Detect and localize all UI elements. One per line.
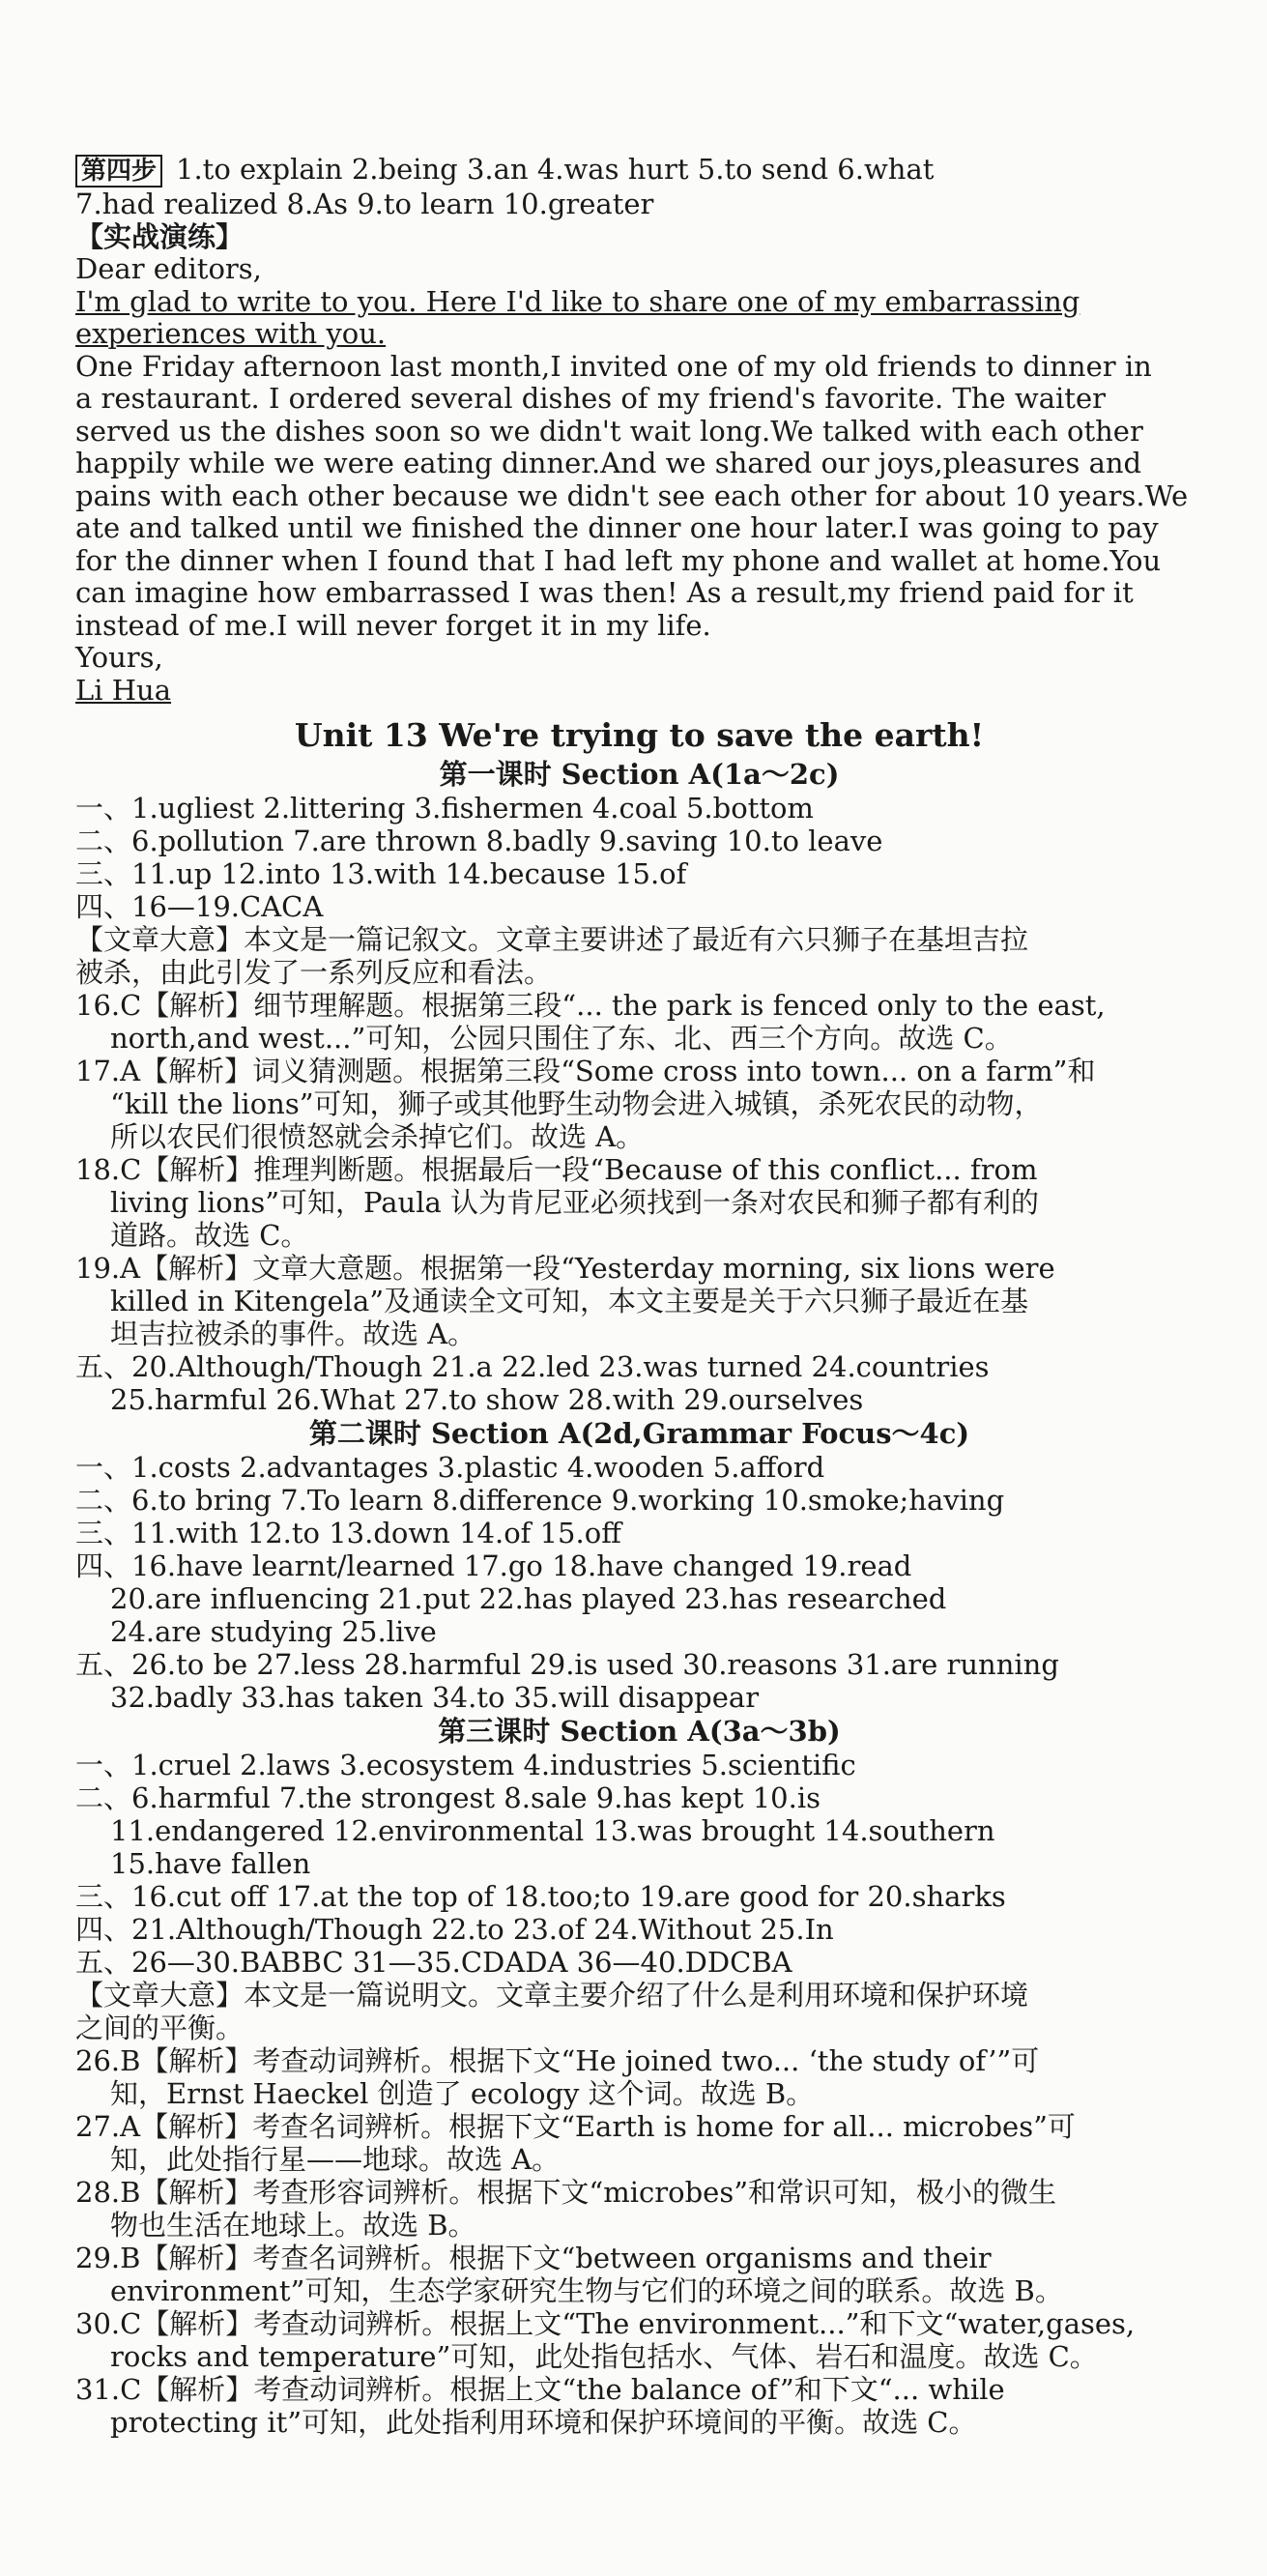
answer-line: 二、6.pollution 7.are thrown 8.badly 9.saving 10.to leave xyxy=(75,825,883,857)
answer-line: 五、26.to be 27.less 28.harmful 29.is used 30.reasons 31.are running xyxy=(75,1648,1059,1681)
summary-line: 被杀，由此引发了一系列反应和看法。 xyxy=(75,956,553,989)
explanation-line: living lions”可知，Paula 认为肯尼亚必须找到一条对农民和狮子都有利的 xyxy=(110,1186,1040,1219)
explanation-line: 知，此处指行星——地球。故选 A。 xyxy=(110,2143,561,2176)
opening-line-2-wrap xyxy=(75,318,1203,351)
summary-line: 之间的平衡。 xyxy=(75,2012,245,2044)
answer-line: 一、1.cruel 2.laws 3.ecosystem 4.industries 5.scientific xyxy=(75,1749,856,1781)
explanation-line: 27.A【解析】考查名词辨析。根据下文“Earth is home for all... microbes”可 xyxy=(75,2110,1076,2143)
explanation-line: 26.B【解析】考查动词辨析。根据下文“He joined two... ‘the study of’”可 xyxy=(75,2044,1040,2077)
signature-wrap xyxy=(75,675,1203,708)
opening-line-1: I'm glad to write to you. Here I'd like to share one of my embarrassing xyxy=(75,284,1080,318)
answer-line: 24.are studying 25.live xyxy=(110,1615,437,1648)
explanation-line: environment”可知，生态学家研究生物与它们的环境之间的联系。故选 B。 xyxy=(110,2274,1063,2307)
salutation: Dear editors, xyxy=(75,252,262,285)
closing: Yours, xyxy=(75,641,163,674)
explanation-line: 16.C【解析】细节理解题。根据第三段“... the park is fenced only to the east, xyxy=(75,989,1106,1022)
explanation-line: killed in Kitengela”及通读全文可知，本文主要是关于六只狮子最近在基 xyxy=(110,1285,1029,1317)
summary-line: 【文章大意】本文是一篇记叙文。文章主要讲述了最近有六只狮子在基坦吉拉 xyxy=(75,923,1029,956)
step4-line-2: 7.had realized 8.As 9.to learn 10.greater xyxy=(75,188,654,220)
answer-line: 20.are influencing 21.put 22.has played 23.has researched xyxy=(110,1582,947,1615)
answer-line: 三、16.cut off 17.at the top of 18.too;to 19.are good for 20.sharks xyxy=(75,1880,1006,1913)
answer-line: 四、16—19.CACA xyxy=(75,890,324,923)
answer-line: 二、6.harmful 7.the strongest 8.sale 9.has kept 10.is xyxy=(75,1781,821,1814)
explanation-line: 19.A【解析】文章大意题。根据第一段“Yesterday morning, six lions were xyxy=(75,1252,1055,1285)
essay-line: pains with each other because we didn't see each other for about 10 years.We xyxy=(75,478,1189,512)
step4-answers-1: 1.to explain 2.being 3.an 4.was hurt 5.to send 6.what xyxy=(176,153,935,186)
explanation-line: “kill the lions”可知，狮子或其他野生动物会进入城镇，杀死农民的动物， xyxy=(110,1087,1043,1120)
explanation-line: 道路。故选 C。 xyxy=(110,1219,309,1252)
lesson3-title: 第三课时 Section A(3a～3b) xyxy=(438,1715,841,1748)
essay-line: instead of me.I will never forget it in my life. xyxy=(75,608,711,642)
answer-line: 一、1.ugliest 2.littering 3.fishermen 4.coal 5.bottom xyxy=(75,792,814,825)
lesson2-title: 第二课时 Section A(2d,Grammar Focus～4c) xyxy=(308,1417,970,1450)
explanation-line: 18.C【解析】推理判断题。根据最后一段“Because of this conflict... from xyxy=(75,1153,1038,1186)
essay-line: One Friday afternoon last month,I invited one of my old friends to dinner in xyxy=(75,349,1152,383)
answer-line: 一、1.costs 2.advantages 3.plastic 4.wooden 5.afford xyxy=(75,1451,825,1484)
explanation-line: 31.C【解析】考查动词辨析。根据上文“the balance of”和下文“... while xyxy=(75,2373,1005,2406)
summary-line: 【文章大意】本文是一篇说明文。文章主要介绍了什么是利用环境和保护环境 xyxy=(75,1979,1029,2012)
explanation-line: north,and west...”可知，公园只围住了东、北、西三个方向。故选 C。 xyxy=(110,1022,1013,1055)
explanation-line: 28.B【解析】考查形容词辨析。根据下文“microbes”和常识可知，极小的微生 xyxy=(75,2176,1057,2209)
essay-line: for the dinner when I found that I had left my phone and wallet at home.You xyxy=(75,543,1162,577)
essay-line: served us the dishes soon so we didn't wait long.We talked with each other xyxy=(75,414,1143,448)
step4-line-1 xyxy=(75,153,1203,188)
essay-line: a restaurant. I ordered several dishes of my friend's favorite. The waiter xyxy=(75,382,1106,415)
explanation-line: 30.C【解析】考查动词辨析。根据上文“The environment...”和下文“water,gases, xyxy=(75,2307,1136,2340)
answer-line: 25.harmful 26.What 27.to show 28.with 29.ourselves xyxy=(110,1383,864,1416)
signature: Li Hua xyxy=(75,673,172,707)
answer-line: 三、11.up 12.into 13.with 14.because 15.of xyxy=(75,857,687,890)
answer-line: 二、6.to bring 7.To learn 8.difference 9.working 10.smoke;having xyxy=(75,1484,1005,1517)
essay-line: happily while we were eating dinner.And we shared our joys,pleasures and xyxy=(75,447,1142,479)
explanation-line: 知，Ernst Haeckel 创造了 ecology 这个词。故选 B。 xyxy=(110,2077,815,2110)
unit-title: Unit 13 We're trying to save the earth! xyxy=(294,716,985,754)
lesson1-title: 第一课时 Section A(1a～2c) xyxy=(439,758,840,791)
answer-line: 11.endangered 12.environmental 13.was brought 14.southern xyxy=(110,1814,995,1847)
essay-line: ate and talked until we finished the dinner one hour later.I was going to pay xyxy=(75,511,1159,544)
answer-line: 32.badly 33.has taken 34.to 35.will disappear xyxy=(110,1681,760,1714)
explanation-line: 17.A【解析】词义猜测题。根据第三段“Some cross into town... on a farm”和 xyxy=(75,1055,1096,1087)
answer-line: 四、16.have learnt/learned 17.go 18.have changed 19.read xyxy=(75,1549,912,1582)
answer-line: 五、20.Although/Though 21.a 22.led 23.was turned 24.countries xyxy=(75,1350,990,1383)
answer-line: 三、11.with 12.to 13.down 14.of 15.off xyxy=(75,1517,621,1549)
explanation-line: 29.B【解析】考查名词辨析。根据下文“between organisms and their xyxy=(75,2242,992,2274)
answer-line: 四、21.Although/Though 22.to 23.of 24.Without 25.In xyxy=(75,1913,834,1946)
answer-line: 五、26—30.BABBC 31—35.CDADA 36—40.DDCBA xyxy=(75,1946,792,1979)
essay-line: can imagine how embarrassed I was then! As a result,my friend paid for it xyxy=(75,576,1134,609)
opening-line-2: experiences with you. xyxy=(75,317,387,350)
explanation-line: 坦吉拉被杀的事件。故选 A。 xyxy=(110,1317,476,1350)
practice-heading: 【实战演练】 xyxy=(75,220,245,253)
answer-line: 15.have fallen xyxy=(110,1847,311,1880)
explanation-line: rocks and temperature”可知，此处指包括水、气体、岩石和温度。故选 C。 xyxy=(110,2340,1098,2373)
explanation-line: 物也生活在地球上。故选 B。 xyxy=(110,2209,476,2242)
step4-label: 第四步 xyxy=(75,155,162,188)
explanation-line: 所以农民们很愤怒就会杀掉它们。故选 A。 xyxy=(110,1120,645,1153)
explanation-line: protecting it”可知，此处指利用环境和保护环境间的平衡。故选 C。 xyxy=(110,2406,977,2439)
